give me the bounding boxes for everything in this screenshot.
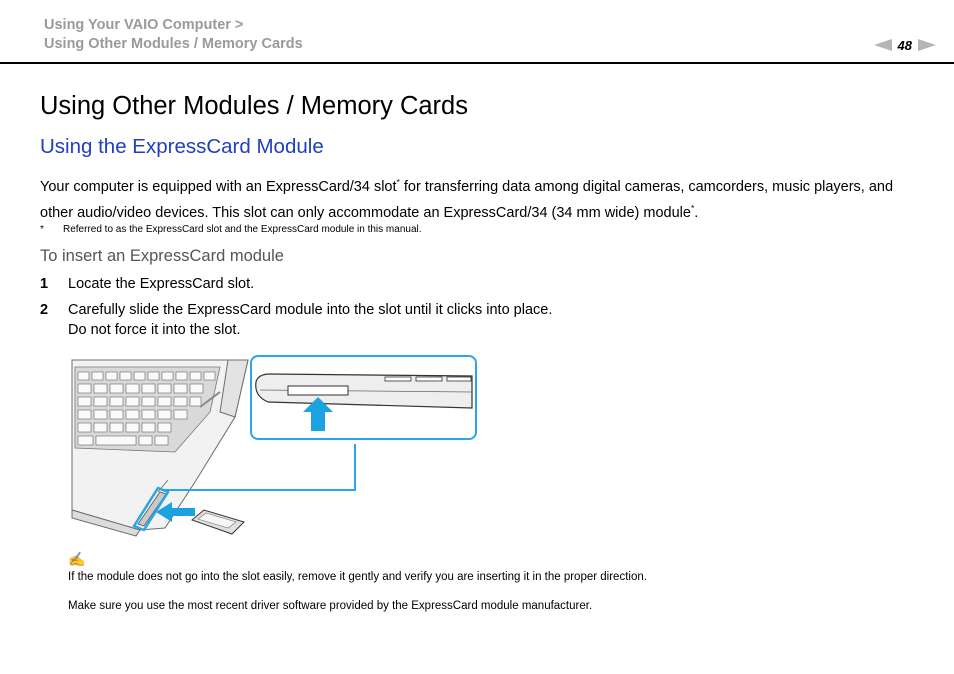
step-text: Locate the ExpressCard slot. bbox=[68, 276, 255, 292]
intro-text-1: Your computer is equipped with an ExpressCard/34 slot bbox=[40, 178, 397, 195]
footnote-text: Referred to as the ExpressCard slot and the ExpressCard module in this manual. bbox=[63, 224, 422, 235]
step-number: 1 bbox=[40, 276, 49, 292]
intro-paragraph bbox=[40, 172, 920, 224]
prev-page-arrow-icon[interactable] bbox=[874, 39, 892, 51]
next-page-arrow-icon[interactable] bbox=[918, 39, 936, 51]
expresscard-module bbox=[192, 510, 244, 534]
header-divider bbox=[0, 62, 954, 64]
footnote-mark: * bbox=[40, 224, 44, 235]
expresscard-insertion-illustration bbox=[70, 352, 480, 548]
slot-closeup-callout bbox=[251, 356, 476, 439]
intro-text-2: for transferring data among digital cameras, camcorders, music players, and other audio/video devices. This slot can only accommodate an ExpressCard/34 (34 mm wide) module bbox=[40, 178, 894, 221]
step-text-continued: Do not force it into the slot. bbox=[68, 321, 241, 338]
footnote-ref-2: * bbox=[690, 202, 695, 213]
breadcrumb-line-2[interactable]: Using Other Modules / Memory Cards bbox=[44, 36, 303, 52]
breadcrumb bbox=[44, 16, 303, 54]
breadcrumb-line-1[interactable]: Using Your VAIO Computer > bbox=[44, 17, 244, 33]
intro-text-3: . bbox=[694, 204, 699, 221]
step-number: 2 bbox=[40, 302, 49, 318]
note-pencil-icon: ✍ bbox=[68, 551, 86, 567]
page-number: 48 bbox=[897, 37, 912, 53]
section-heading: Using the ExpressCard Module bbox=[40, 135, 324, 158]
note-text: Make sure you use the most recent driver software provided by the ExpressCard module manufacturer. bbox=[68, 600, 593, 612]
note-text: If the module does not go into the slot easily, remove it gently and verify you are inserting it in the proper direction. bbox=[68, 571, 647, 583]
procedure-heading: To insert an ExpressCard module bbox=[40, 247, 284, 265]
footnote-ref-1: * bbox=[396, 177, 400, 187]
footnote bbox=[40, 223, 422, 237]
step-text: Carefully slide the ExpressCard module into the slot until it clicks into place. bbox=[68, 302, 553, 318]
page-navigation bbox=[874, 36, 936, 54]
page-title: Using Other Modules / Memory Cards bbox=[40, 92, 468, 120]
